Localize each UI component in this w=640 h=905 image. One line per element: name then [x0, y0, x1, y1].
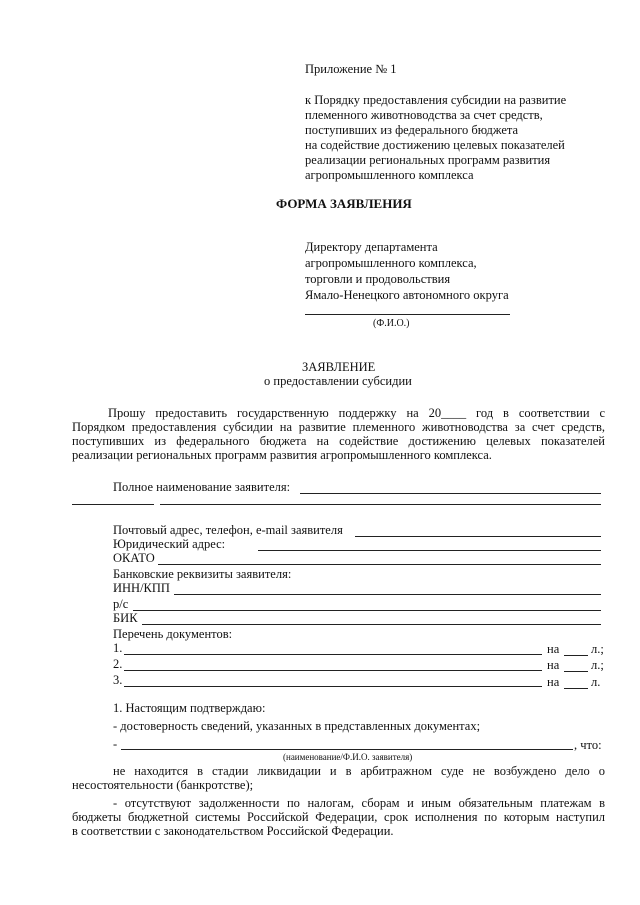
confirm-dash: - [113, 737, 118, 751]
request-line: реализации региональных программ развития агропромышленного комплекса. [72, 448, 492, 462]
doc-item-pages-field[interactable] [564, 655, 588, 656]
doc-item-pages-field[interactable] [564, 688, 588, 689]
addressee-line: Директору департамента [305, 240, 438, 254]
debt-line: бюджеты бюджетной системы Российской Федерации, срок исполнения по которым наступил [72, 810, 605, 824]
statement-title: ЗАЯВЛЕНИЕ [302, 360, 376, 374]
appendix-line: поступивших из федерального бюджета [305, 123, 519, 137]
legal-address-field[interactable] [258, 550, 601, 551]
inn-kpp-label: ИНН/КПП [113, 581, 170, 595]
addressee-line: торговли и продовольствия [305, 272, 451, 286]
applicant-caption: (наименование/Ф.И.О. заявителя) [283, 752, 413, 762]
request-line: Прошу предоставить государственную поддержку на 20____ год в соответствии с [108, 406, 605, 420]
appendix-line: агропромышленного комплекса [305, 168, 474, 182]
account-field[interactable] [133, 610, 601, 611]
inn-kpp-field[interactable] [174, 594, 601, 595]
bik-label: БИК [113, 611, 138, 625]
doc-item-number: 1. [113, 641, 123, 655]
bik-field[interactable] [142, 624, 601, 625]
postal-label: Почтовый адрес, телефон, e-mail заявителя [113, 523, 343, 537]
doc-item-number: 2. [113, 657, 123, 671]
doc-item-number: 3. [113, 673, 123, 687]
applicant-name-field[interactable] [121, 749, 573, 750]
addressee-line: Ямало-Ненецкого автономного округа [305, 288, 509, 302]
account-label: р/с [113, 597, 129, 611]
liquidation-line: не находится в стадии ликвидации и в арбитражном суде не возбуждено дело о [113, 764, 605, 778]
documents-label: Перечень документов: [113, 627, 233, 641]
okato-field[interactable] [158, 564, 601, 565]
appendix-line: на содействие достижению целевых показателей [305, 138, 565, 152]
confirm-reliability: - достоверность сведений, указанных в представленных документах; [113, 719, 481, 733]
appendix-line: реализации региональных программ развития [305, 153, 551, 167]
doc-item-field[interactable] [124, 686, 542, 687]
doc-item-pages-field[interactable] [564, 671, 588, 672]
full-name-field[interactable] [300, 493, 601, 494]
doc-item-suffix: л. [591, 675, 601, 689]
appendix-title: Приложение № 1 [305, 62, 397, 76]
doc-item-suffix: л.; [591, 642, 604, 656]
doc-item-na: на [547, 675, 560, 689]
okato-label: ОКАТО [113, 551, 155, 565]
request-line: Порядком предоставления субсидии на развитие племенного животноводства за счет средств, [72, 420, 605, 434]
debt-line: - отсутствуют задолженности по налогам, сборам и иным обязательным платежам в [113, 796, 605, 810]
appendix-line: племенного животноводства за счет средств, [305, 108, 543, 122]
confirm-chto: , что: [574, 738, 602, 752]
full-name-field-cont[interactable] [160, 504, 601, 505]
form-title: ФОРМА ЗАЯВЛЕНИЯ [276, 196, 412, 211]
fio-field[interactable] [305, 314, 510, 315]
legal-address-label: Юридический адрес: [113, 537, 226, 551]
appendix-line: к Порядку предоставления субсидии на развитие [305, 93, 567, 107]
doc-item-na: на [547, 642, 560, 656]
confirm-heading: 1. Настоящим подтверждаю: [113, 701, 266, 715]
doc-item-field[interactable] [124, 654, 542, 655]
request-line: поступивших из федерального бюджета на содействие достижению целевых показателей [72, 434, 605, 448]
addressee-line: агропромышленного комплекса, [305, 256, 477, 270]
doc-item-suffix: л.; [591, 658, 604, 672]
liquidation-line: несостоятельности (банкротстве); [72, 778, 254, 792]
bank-details-label: Банковские реквизиты заявителя: [113, 567, 292, 581]
statement-subtitle: о предоставлении субсидии [264, 374, 412, 388]
debt-line: в соответствии с законодательством Российской Федерации. [72, 824, 394, 838]
postal-field[interactable] [355, 536, 601, 537]
fio-caption: (Ф.И.О.) [373, 318, 410, 329]
doc-item-field[interactable] [124, 670, 542, 671]
full-name-label: Полное наименование заявителя: [113, 480, 291, 494]
doc-item-na: на [547, 658, 560, 672]
full-name-field-cont[interactable] [72, 504, 154, 505]
